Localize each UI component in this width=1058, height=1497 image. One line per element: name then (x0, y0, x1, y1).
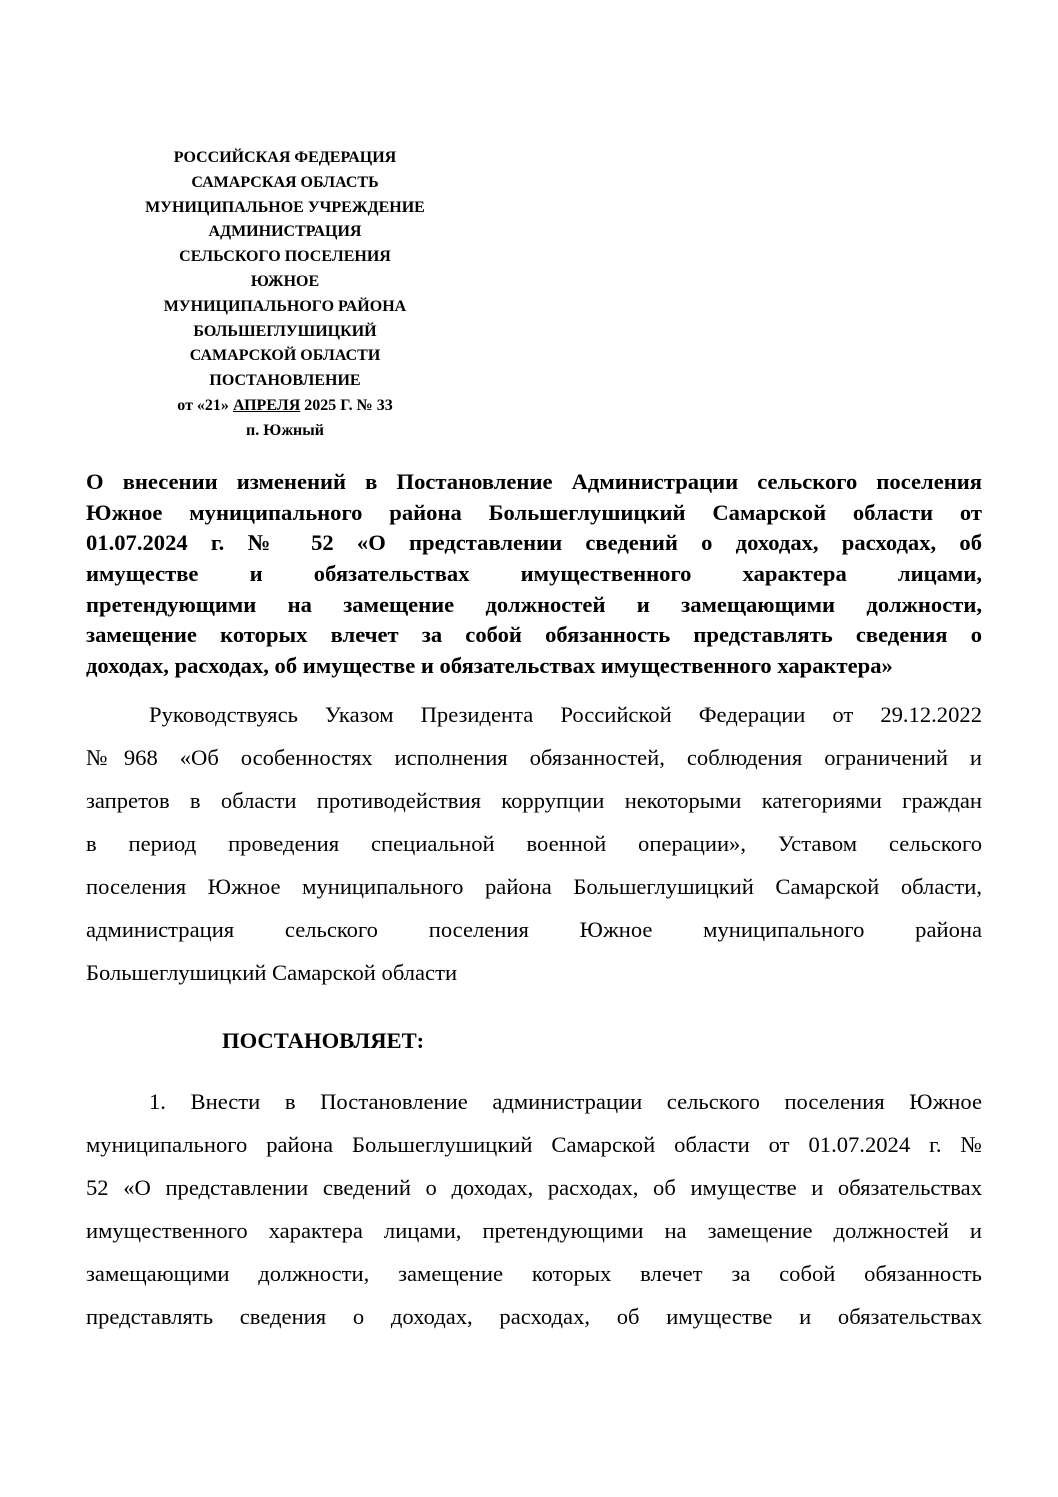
title-line: Южное муниципального района Большеглушицкий Самарской области от (86, 499, 982, 525)
preamble-paragraph (86, 693, 982, 994)
title-line: О внесении изменений в Постановление Администрации сельского поселения (86, 469, 982, 494)
item-1-line: представлять сведения о доходах, расходах, об имуществе и обязательствах (86, 1304, 982, 1329)
preamble-line: Руководствуясь Указом Президента Российской Федерации от 29.12.2022 (149, 702, 982, 727)
title-line: 01.07.2024 г. № 52 «О представлении сведений о доходах, расходах, об (86, 530, 982, 556)
document-title (86, 467, 982, 682)
header-line: СЕЛЬСКОГО ПОСЕЛЕНИЯ (179, 248, 391, 266)
preamble-line: запретов в области противодействия коррупции некоторыми категориями граждан (86, 788, 982, 813)
document-date-number (125, 394, 445, 419)
preamble-line: в период проведения специальной военной операции», Уставом сельского (86, 831, 982, 856)
date-prefix: от «21» (177, 396, 229, 414)
title-line: доходах, расходах, об имуществе и обязательствах имущественного характера» (86, 653, 893, 679)
header-line: АДМИНИСТРАЦИЯ (208, 223, 362, 241)
preamble-line: Большеглушицкий Самарской области (86, 960, 458, 985)
preamble-line: поселения Южное муниципального района Большеглушицкий Самарской области, (86, 874, 982, 899)
header-line: САМАРСКАЯ ОБЛАСТЬ (191, 173, 379, 191)
header-line: САМАРСКОЙ ОБЛАСТИ (189, 347, 381, 365)
header-line: МУНИЦИПАЛЬНОГО РАЙОНА (163, 297, 407, 315)
title-line: претендующими на замещение должностей и замещающими должности, (86, 591, 982, 617)
header-line: БОЛЬШЕГЛУШИЦКИЙ (193, 322, 377, 340)
item-1-line: замещающими должности, замещение которых влечет за собой обязанность (86, 1261, 982, 1286)
date-month: АПРЕЛЯ (232, 396, 301, 414)
item-1-line: 52 «О представлении сведений о доходах, расходах, об имуществе и обязательствах (86, 1175, 982, 1200)
item-1-line: 1. Внести в Постановление администрации сельского поселения Южное (149, 1089, 982, 1114)
preamble-line: №968 «Об особенностях исполнения обязанностей, соблюдения ограничений и (86, 745, 982, 770)
title-line: замещение которых влечет за собой обязанность представлять сведения о (86, 622, 982, 648)
document-place: п. Южный (246, 421, 324, 439)
item-1-line: имущественного характера лицами, претендующими на замещение должностей и (86, 1218, 982, 1243)
item-1-paragraph (86, 1080, 982, 1338)
title-line: имуществе и обязательствах имущественного характера лицами, (86, 561, 982, 587)
header-line: ЮЖНОЕ (250, 272, 320, 290)
resolve-heading: ПОСТАНОВЛЯЕТ: (222, 1028, 425, 1053)
date-suffix: 2025 Г. № 33 (304, 396, 393, 414)
header-line: МУНИЦИПАЛЬНОЕ УЧРЕЖДЕНИЕ (145, 198, 425, 216)
document-type: ПОСТАНОВЛЕНИЕ (209, 372, 361, 390)
header-line: РОССИЙСКАЯ ФЕДЕРАЦИЯ (173, 149, 397, 166)
preamble-line: администрация сельского поселения Южное муниципального района (86, 917, 982, 942)
item-1-line: муниципального района Большеглушицкий Самарской области от 01.07.2024 г. № (86, 1132, 982, 1157)
document-header (125, 146, 445, 444)
